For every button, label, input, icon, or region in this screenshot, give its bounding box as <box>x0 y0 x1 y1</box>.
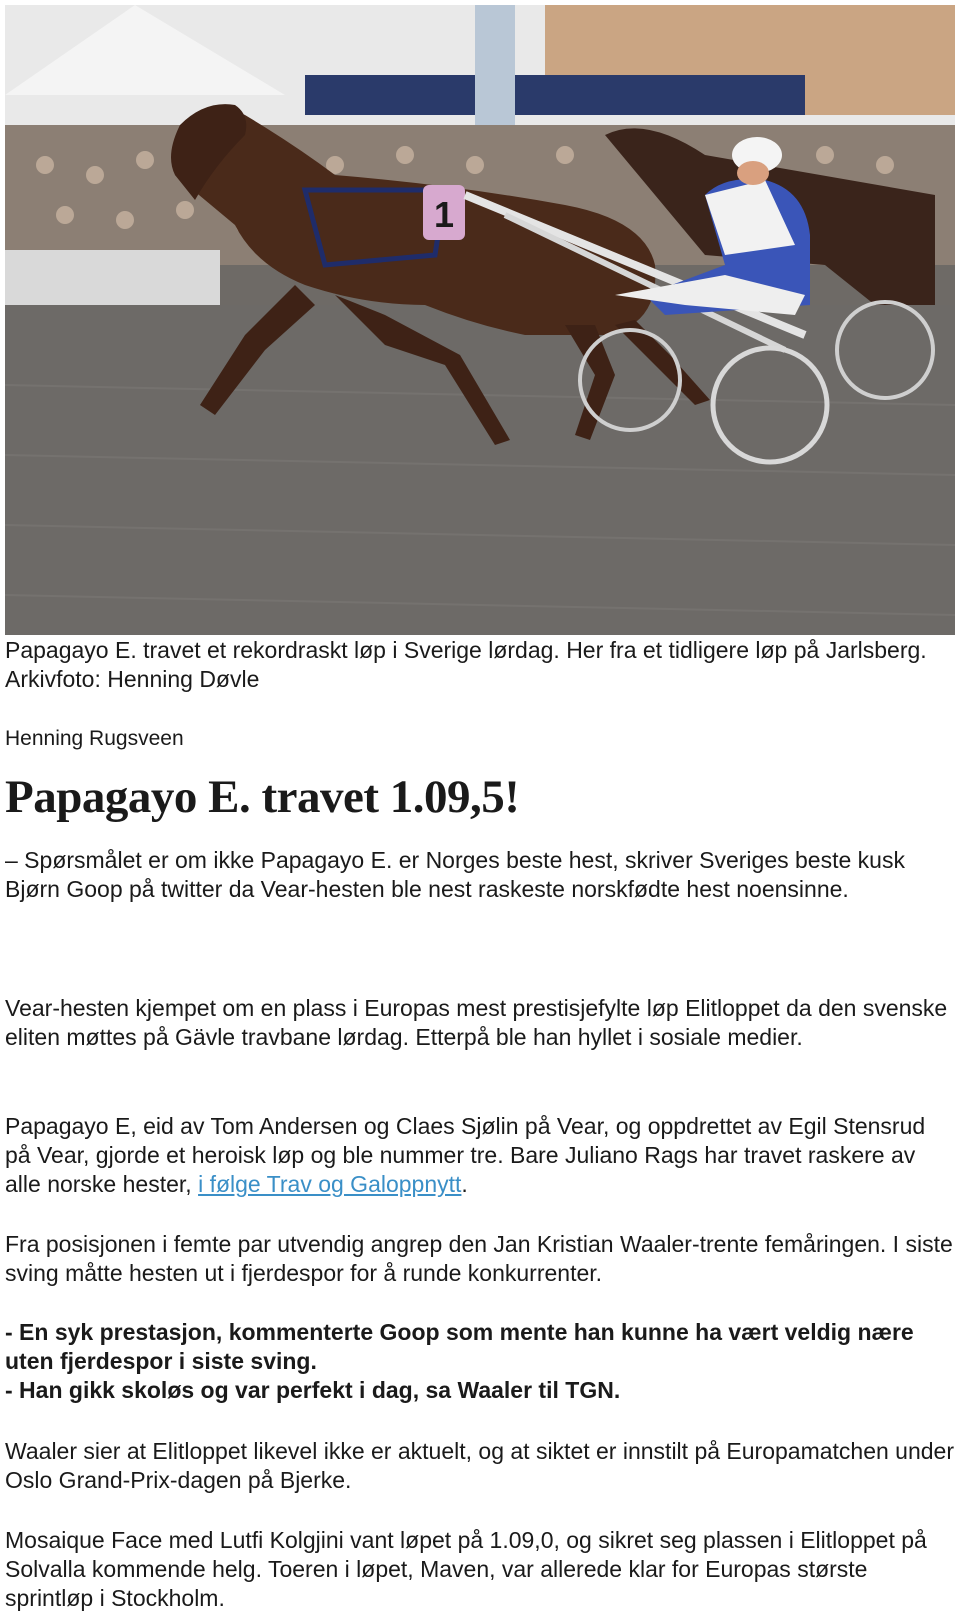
article-photo <box>5 5 955 635</box>
photo-caption: Papagayo E. travet et rekordraskt løp i Sverige lørdag. Her fra et tidligere løp på Jarlsberg. Arkivfoto: Henning Døvle <box>5 637 927 692</box>
goop-quote: - En syk prestasjon, kommenterte Goop som mente han kunne ha vært veldig nære uten fjerdespor i siste sving. <box>5 1319 914 1374</box>
trotting-horse-image <box>5 5 955 635</box>
trav-og-galoppnytt-link[interactable]: i følge Trav og Galoppnytt <box>198 1171 462 1197</box>
paragraph-3-end: . <box>461 1171 468 1197</box>
paragraph-3-text: Papagayo E, eid av Tom Andersen og Claes Sjølin på Vear, og oppdrettet av Egil Stensrud på Vear, gjorde et heroisk løp og ble nummer tre. Bare Juliano Rags har travet raskere av alle norske hester, <box>5 1113 926 1197</box>
paragraph-4: Fra posisjonen i femte par utvendig angrep den Jan Kristian Waaler-trente femåringen. I siste sving måtte hesten ut i fjerdespor for å runde konkurrenter. <box>5 1231 953 1286</box>
byline: Henning Rugsveen <box>5 727 184 750</box>
paragraph-3 <box>5 1112 955 1199</box>
quote-block <box>5 1318 955 1405</box>
paragraph-7: Mosaique Face med Lutfi Kolgjini vant løpet på 1.09,0, og sikret seg plassen i Elitloppet på Solvalla kommende helg. Toeren i løpet, Maven, var allerede klar for Europas største sprintløp i Stockholm. <box>5 1527 927 1611</box>
waaler-quote: - Han gikk skoløs og var perfekt i dag, sa Waaler til TGN. <box>5 1377 621 1403</box>
saddle-number: 1 <box>433 194 455 235</box>
paragraph-1: – Spørsmålet er om ikke Papagayo E. er Norges beste hest, skriver Sveriges beste kusk Bjørn Goop på twitter da Vear-hesten ble nest raskeste norskfødte hest noensinne. <box>5 847 905 902</box>
paragraph-6: Waaler sier at Elitloppet likevel ikke er aktuelt, og at siktet er innstilt på Europamatchen under Oslo Grand-Prix-dagen på Bjerke. <box>5 1438 955 1493</box>
paragraph-2: Vear-hesten kjempet om en plass i Europas mest prestisjefylte løp Elitloppet da den svenske eliten møttes på Gävle travbane lørdag. Etterpå ble han hyllet i sosiale medier. <box>5 995 948 1050</box>
article-headline: Papagayo E. travet 1.09,5! <box>5 771 520 823</box>
